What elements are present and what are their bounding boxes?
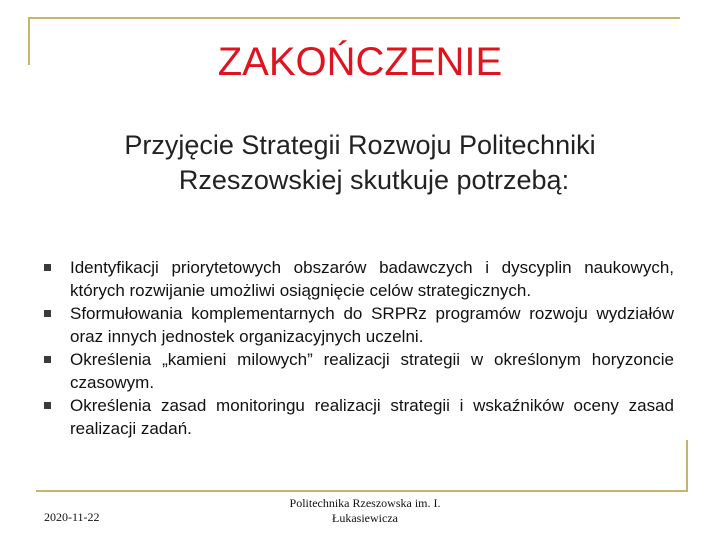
bullet-item bbox=[44, 394, 674, 440]
frame-top-line bbox=[28, 17, 680, 19]
footer-institution-line-2: Łukasiewicza bbox=[332, 511, 398, 525]
footer-institution-line-1: Politechnika Rzeszowska im. I. bbox=[289, 496, 441, 510]
bullet-item bbox=[44, 348, 674, 394]
square-bullet-icon bbox=[44, 356, 51, 363]
slide-title: ZAKOŃCZENIE bbox=[217, 40, 503, 84]
intro-text bbox=[60, 128, 660, 198]
intro-line-2: Rzeszowskiej skutkuje potrzebą: bbox=[178, 165, 570, 195]
intro-line-1: Przyjęcie Strategii Rozwoju Politechniki bbox=[124, 130, 596, 160]
bullet-text: Określenia zasad monitoringu realizacji strategii i wskaźników oceny zasad realizacji zadań. bbox=[70, 396, 674, 438]
bullet-item bbox=[44, 302, 674, 348]
bullet-list bbox=[44, 256, 674, 440]
square-bullet-icon bbox=[44, 402, 51, 409]
frame-bottom-line bbox=[36, 490, 688, 492]
bullet-text: Określenia „kamieni milowych” realizacji strategii w określonym horyzoncie czasowym. bbox=[70, 350, 674, 392]
footer-date: 2020-11-22 bbox=[44, 510, 100, 524]
square-bullet-icon bbox=[44, 310, 51, 317]
bullet-text: Sformułowania komplementarnych do SRPRz programów rozwoju wydziałów oraz innych jednostek organizacyjnych uczelni. bbox=[70, 304, 674, 346]
footer-institution bbox=[260, 496, 470, 526]
frame-right-line bbox=[686, 440, 688, 492]
bullet-item bbox=[44, 256, 674, 302]
bullet-text: Identyfikacji priorytetowych obszarów badawczych i dyscyplin naukowych, których rozwijanie umożliwi osiągnięcie celów strategicznych. bbox=[70, 258, 674, 300]
square-bullet-icon bbox=[44, 264, 51, 271]
